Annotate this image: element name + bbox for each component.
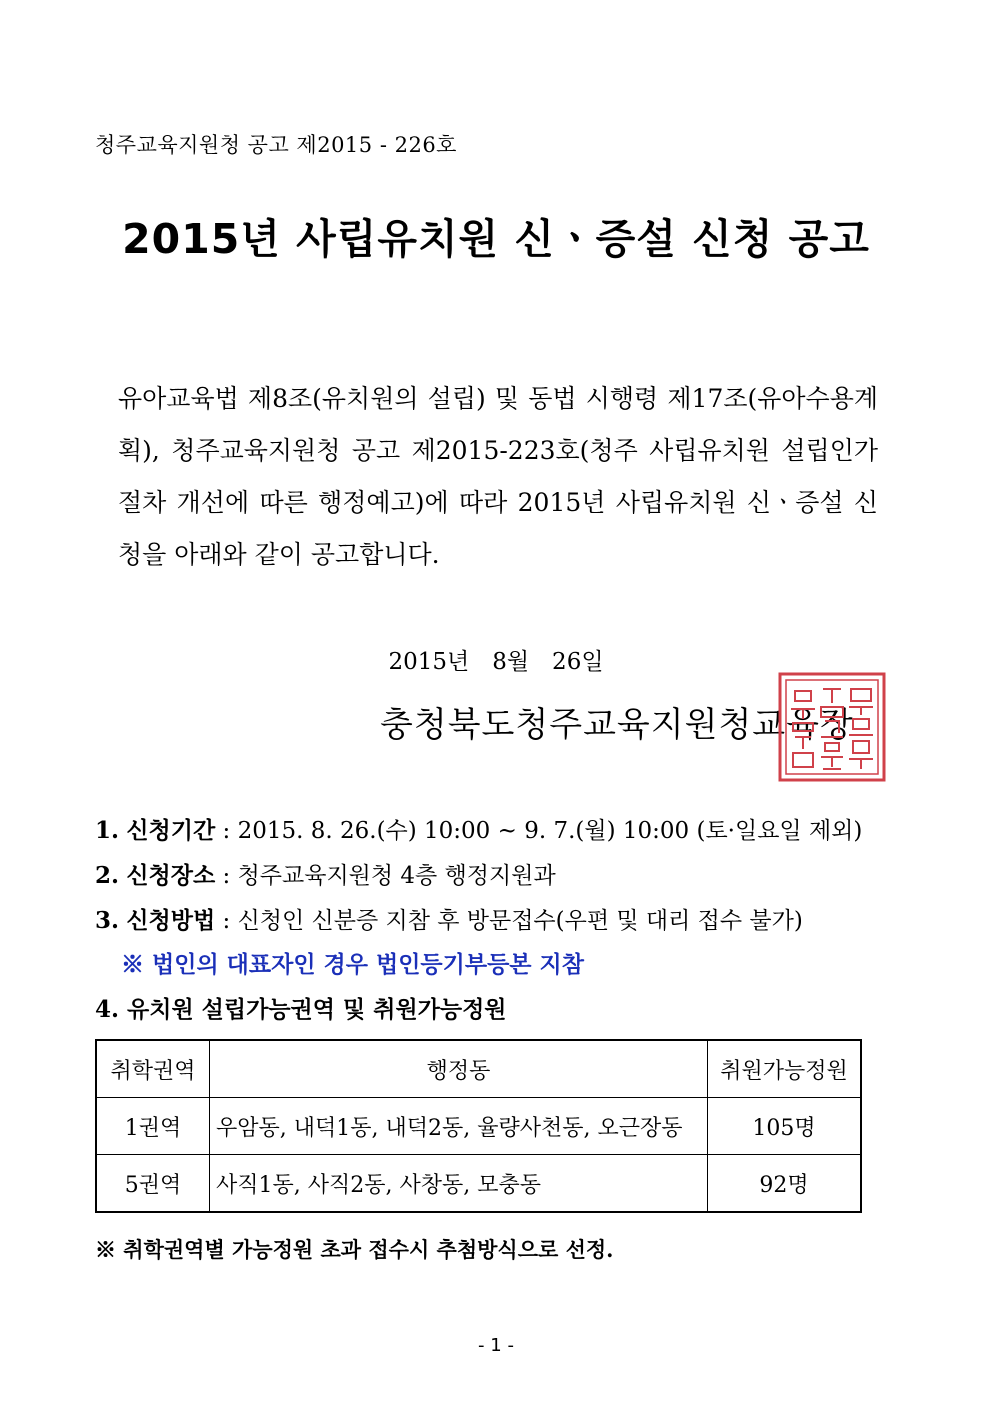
application-method: [95, 902, 803, 935]
table-cell: 92명: [708, 1155, 862, 1213]
body-paragraph: 유아교육법 제8조(유치원의 설립) 및 동법 시행령 제17조(유아수용계획), 청주교육지원청 공고 제2015-223호(청주 사립유치원 설립인가절차 개선에 따른 행정예고)에 따라 2015년 사립유치원 신ㆍ증설 신청을 아래와 같이 공고합니다.: [118, 384, 878, 569]
notice-number: 청주교육지원청 공고 제2015 - 226호: [95, 133, 457, 157]
item-label: 신청장소: [126, 862, 216, 889]
item-label: 신청기간: [126, 817, 216, 844]
table-row: [96, 1098, 861, 1155]
item-number: 2.: [95, 862, 120, 889]
application-place: [95, 857, 556, 890]
table-cell: 우암동, 내덕1동, 내덕2동, 율량사천동, 오근장동: [210, 1098, 708, 1155]
item-text: : 신청인 신분증 지참 후 방문접수(우편 및 대리 접수 불가): [215, 908, 803, 934]
item-text: : 2015. 8. 26.(수) 10:00 ~ 9. 7.(월) 10:00 (토·일요일 제외): [215, 818, 863, 844]
corporate-note: ※ 법인의 대표자인 경우 법인등기부등본 지참: [121, 951, 584, 978]
region-capacity-table: [95, 1039, 862, 1213]
page-number: - 1 -: [478, 1335, 514, 1356]
item-number: 3.: [95, 907, 120, 934]
table-cell: 105명: [708, 1098, 862, 1155]
table-cell: 사직1동, 사직2동, 사창동, 모충동: [210, 1155, 708, 1213]
table-header-row: [96, 1040, 861, 1098]
table-row: [96, 1155, 861, 1213]
notice-date: 2015년 8월 26일: [388, 649, 604, 675]
application-period: [95, 812, 862, 845]
table-cell: 5권역: [96, 1155, 210, 1213]
item-number: 1.: [95, 817, 120, 844]
item-label: 신청방법: [126, 907, 216, 934]
lottery-footnote: ※ 취학권역별 가능정원 초과 접수시 추첨방식으로 선정.: [95, 1237, 614, 1262]
table-cell: 1권역: [96, 1098, 210, 1155]
issuer-name: 충청북도청주교육지원청교육장: [380, 705, 854, 745]
column-header: 취원가능정원: [708, 1040, 862, 1098]
section-4-heading: 4. 유치원 설립가능권역 및 취원가능정원: [95, 996, 507, 1023]
column-header: 행정동: [210, 1040, 708, 1098]
item-text: : 청주교육지원청 4층 행정지원과: [215, 863, 556, 889]
official-seal-icon: [777, 671, 887, 783]
column-header: 취학권역: [96, 1040, 210, 1098]
document-title: 2015년 사립유치원 신ㆍ증설 신청 공고: [122, 215, 870, 263]
